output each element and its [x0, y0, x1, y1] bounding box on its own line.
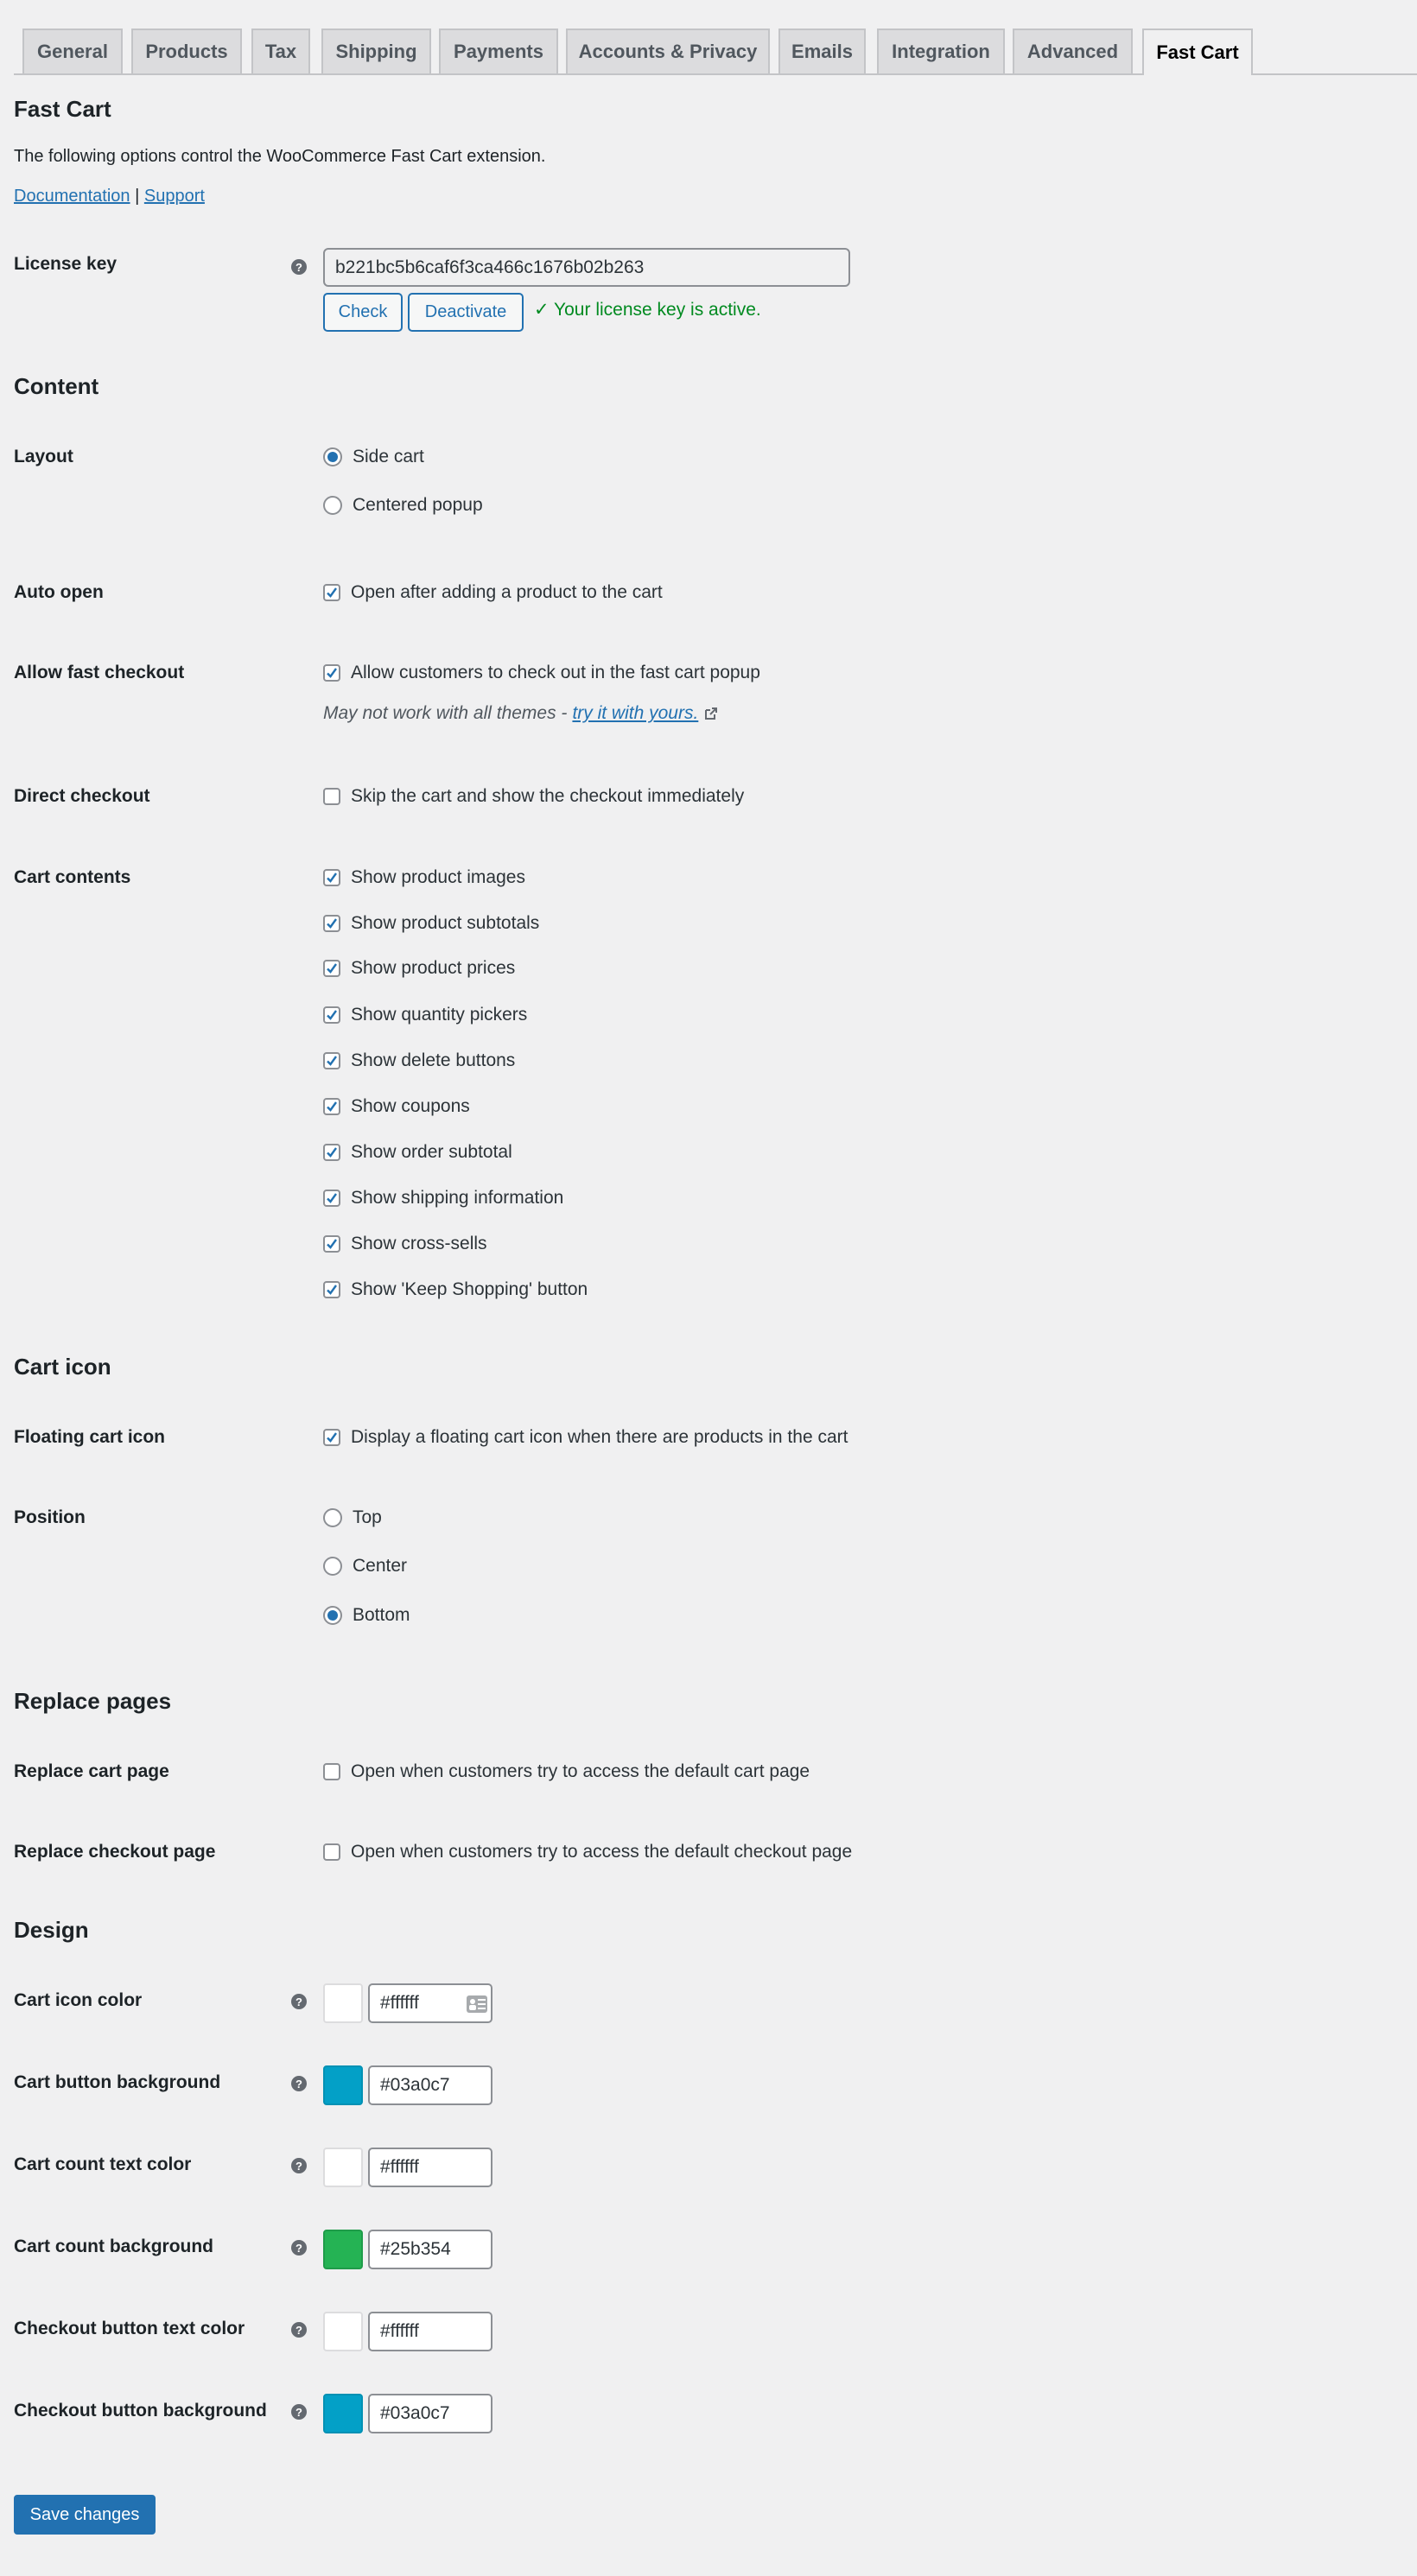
cart-count-text-color-label: Cart count text color: [14, 2154, 192, 2174]
color-swatch-cart-icon[interactable]: [323, 1983, 363, 2023]
link-separator: |: [135, 187, 140, 206]
cart-contents-option-delete-buttons[interactable]: [323, 1050, 515, 1071]
check-button[interactable]: Check: [323, 293, 403, 332]
option-label: Show product images: [351, 867, 525, 887]
direct-checkout-checkbox[interactable]: [323, 786, 744, 807]
layout-option-side-cart[interactable]: [323, 447, 424, 467]
layout-label: Layout: [14, 447, 73, 466]
fast-checkout-note: [323, 703, 719, 724]
position-option-bottom[interactable]: [323, 1605, 410, 1626]
option-label: Center: [353, 1556, 408, 1576]
cart-contents-option-product-images[interactable]: [323, 867, 525, 888]
color-value: #03a0c7: [380, 2403, 450, 2423]
cart-count-background-input[interactable]: [368, 2230, 492, 2269]
cart-button-background-label: Cart button background: [14, 2072, 221, 2092]
checkbox-checked[interactable]: [323, 915, 340, 932]
option-label: Show quantity pickers: [351, 1005, 528, 1025]
position-option-top[interactable]: [323, 1507, 382, 1528]
layout-option-centered-popup[interactable]: [323, 495, 483, 516]
checkout-button-background-label: Checkout button background: [14, 2401, 267, 2421]
option-label: Skip the cart and show the checkout immediately: [351, 786, 745, 806]
deactivate-button[interactable]: Deactivate: [408, 293, 524, 332]
floating-cart-icon-checkbox[interactable]: [323, 1427, 848, 1448]
support-link[interactable]: Support: [143, 187, 205, 206]
option-label: Show delete buttons: [351, 1050, 516, 1070]
contact-card-icon[interactable]: [467, 1995, 487, 2013]
note-text: May not work with all themes -: [323, 703, 568, 723]
cart-contents-option-cross-sells[interactable]: [323, 1234, 487, 1254]
option-label: Bottom: [353, 1605, 410, 1625]
cart-icon-color-input[interactable]: [368, 1983, 492, 2023]
tab-emails[interactable]: Emails: [778, 29, 866, 73]
option-label: Show shipping information: [351, 1188, 564, 1208]
help-links: [14, 187, 205, 206]
tab-shipping[interactable]: Shipping: [321, 29, 431, 73]
color-value: #ffffff: [380, 2321, 419, 2341]
tab-advanced[interactable]: Advanced: [1013, 29, 1133, 73]
fast-checkout-checkbox[interactable]: [323, 663, 760, 683]
radio-selected[interactable]: [323, 447, 342, 466]
option-label: Open when customers try to access the default checkout page: [351, 1842, 853, 1862]
direct-checkout-label: Direct checkout: [14, 786, 150, 806]
radio-unselected[interactable]: [323, 1557, 342, 1576]
license-key-input[interactable]: [323, 248, 850, 287]
color-value: #03a0c7: [380, 2075, 450, 2095]
fast-checkout-label: Allow fast checkout: [14, 663, 185, 682]
option-label: Show 'Keep Shopping' button: [351, 1279, 588, 1299]
license-key-label: License key: [14, 254, 118, 274]
checkbox-checked[interactable]: [323, 960, 340, 977]
replace-checkout-page-checkbox[interactable]: [323, 1842, 852, 1862]
checkbox-checked[interactable]: [323, 1190, 340, 1207]
option-label: Allow customers to check out in the fast cart popup: [351, 663, 760, 682]
color-value: #ffffff: [380, 2157, 419, 2177]
option-label: Show cross-sells: [351, 1234, 487, 1253]
cart-count-text-color-input[interactable]: [368, 2148, 492, 2187]
color-swatch-cart-count-text[interactable]: [323, 2148, 363, 2187]
radio-unselected[interactable]: [323, 1508, 342, 1527]
cart-contents-option-coupons[interactable]: [323, 1096, 470, 1117]
checkbox-checked[interactable]: [323, 1235, 340, 1253]
license-status: ✓ Your license key is active.: [534, 300, 761, 320]
checkbox-unchecked[interactable]: [323, 1843, 340, 1861]
cart-contents-option-shipping-information[interactable]: [323, 1188, 563, 1209]
tab-products[interactable]: Products: [131, 29, 242, 73]
option-label: Show product subtotals: [351, 913, 540, 933]
color-swatch-checkout-button-text[interactable]: [323, 2312, 363, 2351]
checkbox-checked[interactable]: [323, 1144, 340, 1161]
radio-selected[interactable]: [323, 1606, 342, 1625]
checkbox-checked[interactable]: [323, 1098, 340, 1115]
help-icon[interactable]: ?: [291, 259, 307, 275]
cart-contents-option-product-subtotals[interactable]: [323, 913, 539, 934]
replace-checkout-page-label: Replace checkout page: [14, 1842, 216, 1862]
help-icon[interactable]: ?: [291, 1994, 307, 2009]
checkout-button-text-color-label: Checkout button text color: [14, 2319, 245, 2338]
tab-integration[interactable]: Integration: [877, 29, 1005, 73]
position-label: Position: [14, 1507, 86, 1527]
checkbox-checked[interactable]: [323, 1281, 340, 1298]
cart-contents-label: Cart contents: [14, 867, 131, 887]
option-label: Show product prices: [351, 958, 516, 978]
checkbox-checked[interactable]: [323, 1052, 340, 1069]
try-it-link[interactable]: try it with yours.: [572, 703, 699, 723]
option-label: Show coupons: [351, 1096, 470, 1116]
cart-count-background-label: Cart count background: [14, 2237, 214, 2256]
option-label: Show order subtotal: [351, 1142, 512, 1162]
section-title-design: Design: [14, 1917, 89, 1943]
color-value: #25b354: [380, 2239, 451, 2259]
checkbox-checked[interactable]: [323, 869, 340, 886]
checkout-button-text-color-input[interactable]: [368, 2312, 492, 2351]
checkbox-unchecked[interactable]: [323, 1763, 340, 1780]
radio-unselected[interactable]: [323, 496, 342, 515]
floating-cart-icon-label: Floating cart icon: [14, 1427, 166, 1447]
option-label: Side cart: [353, 447, 424, 466]
save-changes-button[interactable]: Save changes: [14, 2495, 156, 2535]
help-icon[interactable]: ?: [291, 2404, 307, 2420]
cart-icon-color-label: Cart icon color: [14, 1990, 143, 2010]
external-link-icon: [703, 706, 719, 721]
documentation-link[interactable]: Documentation: [14, 187, 130, 206]
tab-fast-cart[interactable]: Fast Cart: [1142, 29, 1253, 75]
replace-cart-page-checkbox[interactable]: [323, 1761, 810, 1782]
section-title-replace-pages: Replace pages: [14, 1688, 172, 1714]
option-label: Open when customers try to access the default cart page: [351, 1761, 810, 1781]
checkout-button-background-input[interactable]: [368, 2394, 492, 2433]
section-title-content: Content: [14, 373, 99, 399]
tab-accounts-privacy[interactable]: Accounts & Privacy: [566, 29, 770, 73]
checkbox-checked[interactable]: [323, 664, 340, 682]
color-swatch-checkout-button-background[interactable]: [323, 2394, 363, 2433]
color-swatch-cart-button-background[interactable]: [323, 2065, 363, 2105]
checkbox-checked[interactable]: [323, 584, 340, 601]
page-description: The following options control the WooCommerce Fast Cart extension.: [14, 147, 546, 166]
option-label: Open after adding a product to the cart: [351, 582, 663, 602]
cart-contents-option-order-subtotal[interactable]: [323, 1142, 512, 1163]
color-value: #ffffff: [380, 1993, 419, 2013]
tab-tax[interactable]: Tax: [251, 29, 310, 73]
cart-contents-option-quantity-pickers[interactable]: [323, 1005, 527, 1025]
auto-open-checkbox[interactable]: [323, 582, 663, 603]
help-icon[interactable]: ?: [291, 2322, 307, 2338]
section-title-cart-icon: Cart icon: [14, 1354, 111, 1380]
option-label: Centered popup: [353, 495, 483, 515]
checkbox-checked[interactable]: [323, 1429, 340, 1446]
cart-button-background-input[interactable]: [368, 2065, 492, 2105]
color-swatch-cart-count-background[interactable]: [323, 2230, 363, 2269]
help-icon[interactable]: ?: [291, 2076, 307, 2091]
auto-open-label: Auto open: [14, 582, 104, 602]
cart-contents-option-product-prices[interactable]: [323, 958, 515, 979]
checkbox-unchecked[interactable]: [323, 788, 340, 805]
help-icon[interactable]: ?: [291, 2158, 307, 2173]
replace-cart-page-label: Replace cart page: [14, 1761, 169, 1781]
tab-payments[interactable]: Payments: [439, 29, 558, 73]
page-title: Fast Cart: [14, 96, 111, 122]
position-option-center[interactable]: [323, 1556, 407, 1577]
option-label: Display a floating cart icon when there are products in the cart: [351, 1427, 848, 1447]
checkbox-checked[interactable]: [323, 1006, 340, 1024]
help-icon[interactable]: ?: [291, 2240, 307, 2256]
cart-contents-option-keep-shopping[interactable]: [323, 1279, 588, 1300]
tab-general[interactable]: General: [22, 29, 123, 73]
option-label: Top: [353, 1507, 382, 1527]
